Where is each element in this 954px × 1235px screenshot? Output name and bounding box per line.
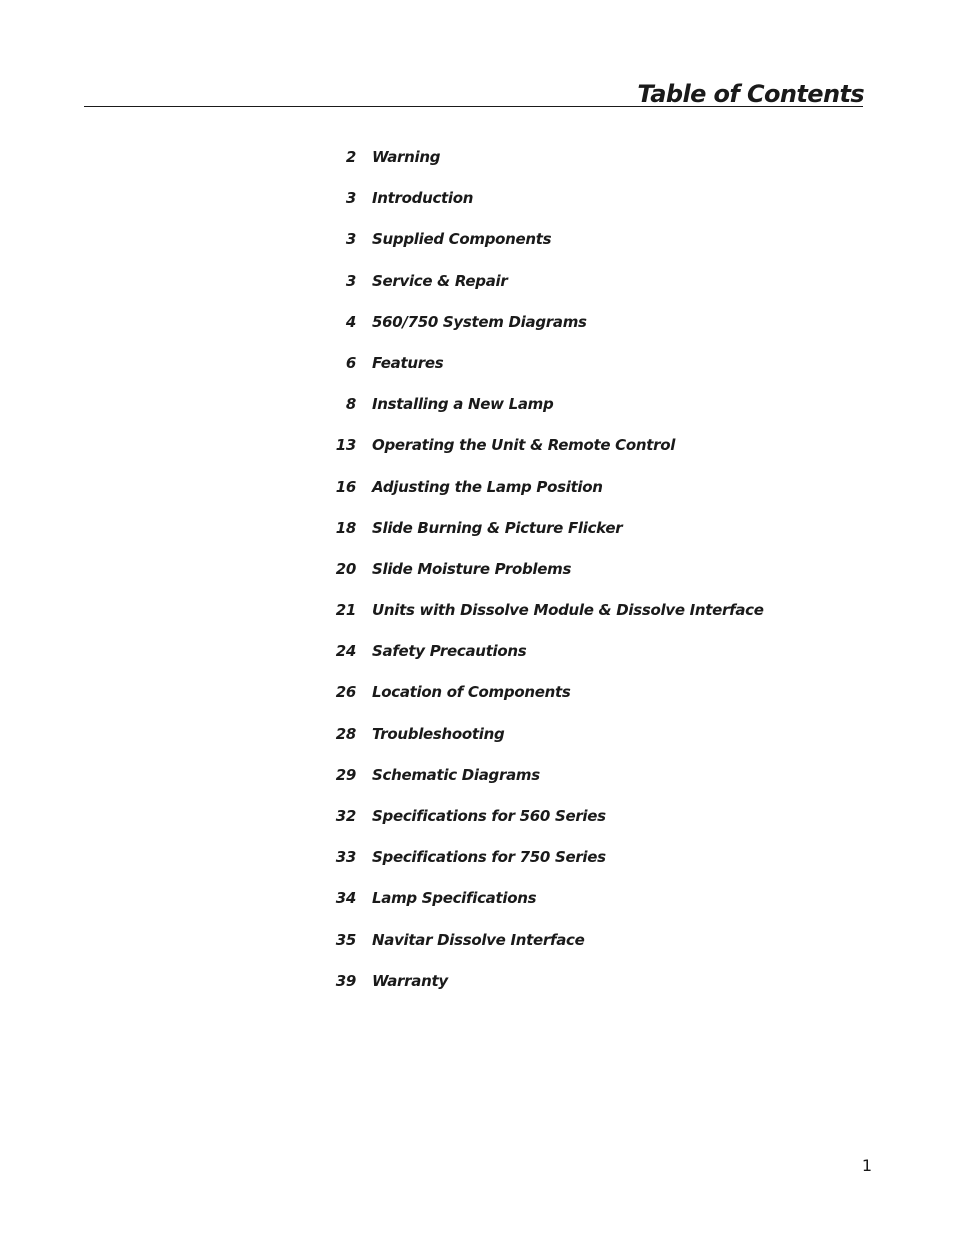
toc-entry-slide-moisture[interactable]	[0, 556, 954, 597]
toc-entry-label: Lamp Specifications	[372, 889, 537, 908]
toc-page-number: 3	[345, 271, 356, 290]
toc-page-number: 29	[335, 765, 356, 784]
toc-entry-schematic-diagrams[interactable]	[0, 762, 954, 803]
page-title: Table of Contents	[637, 80, 864, 108]
toc-entry-label: Installing a New Lamp	[372, 395, 554, 414]
toc-entry-warranty[interactable]	[0, 968, 954, 1009]
toc-page-number: 20	[335, 559, 356, 578]
toc-entry-specs-560[interactable]	[0, 803, 954, 844]
toc-entry-operating-unit[interactable]	[0, 432, 954, 473]
toc-page-number: 32	[335, 807, 356, 825]
toc-entry-dissolve-interface[interactable]	[0, 927, 954, 968]
toc-page-number: 21	[335, 601, 356, 620]
toc-entry-label: Service & Repair	[372, 271, 508, 290]
toc-entry-label: Navitar Dissolve Interface	[372, 930, 585, 949]
toc-entry-label: Schematic Diagrams	[372, 765, 540, 784]
toc-entry-lamp-specifications[interactable]	[0, 885, 954, 926]
toc-entry-slide-burning[interactable]	[0, 515, 954, 556]
toc-page-number: 26	[335, 683, 356, 702]
page-number: 1	[861, 1156, 872, 1175]
toc-entry-features[interactable]	[0, 350, 954, 391]
toc-entry-label: Adjusting the Lamp Position	[372, 477, 603, 496]
toc-entry-adjusting-lamp[interactable]	[0, 474, 954, 515]
toc-entry-system-diagrams[interactable]	[0, 309, 954, 350]
toc-entry-safety-precautions[interactable]	[0, 638, 954, 679]
toc-page-number: 24	[335, 642, 356, 661]
title-rule	[84, 106, 863, 107]
toc-page-number: 34	[335, 889, 356, 908]
toc-entry-specs-750[interactable]	[0, 844, 954, 885]
toc-entry-label: Warranty	[372, 971, 448, 990]
toc-entry-label: Units with Dissolve Module & Dissolve Interface	[372, 601, 764, 620]
toc-entry-label: Location of Components	[372, 683, 571, 702]
toc-entry-label: Supplied Components	[372, 230, 552, 249]
toc-entry-label: Slide Moisture Problems	[372, 559, 572, 578]
toc-entry-label: Operating the Unit & Remote Control	[372, 436, 676, 455]
toc-page-number: 16	[335, 477, 356, 496]
toc-entry-label: Warning	[372, 148, 441, 166]
toc-entry-label: Slide Burning & Picture Flicker	[372, 518, 623, 537]
toc-entry-label: Specifications for 560 Series	[372, 807, 606, 825]
toc-entry-service-repair[interactable]	[0, 268, 954, 309]
toc-entry-label: Troubleshooting	[372, 724, 505, 743]
toc-entry-label: Introduction	[372, 189, 474, 208]
toc-entry-supplied-components[interactable]	[0, 226, 954, 267]
toc-entry-location-components[interactable]	[0, 679, 954, 720]
toc-page-number: 2	[345, 148, 356, 166]
toc-list	[0, 144, 954, 1009]
toc-page-number: 35	[335, 930, 356, 949]
toc-page-number: 18	[335, 518, 356, 537]
toc-entry-label: 560/750 System Diagrams	[372, 312, 587, 331]
toc-entry-dissolve-module[interactable]	[0, 597, 954, 638]
toc-page-number: 3	[345, 230, 356, 249]
toc-page-number: 4	[345, 312, 356, 331]
toc-page-number: 33	[335, 848, 356, 867]
toc-page-number: 39	[335, 971, 356, 990]
toc-page-number: 13	[335, 436, 356, 455]
toc-entry-label: Features	[372, 353, 444, 372]
toc-entry-installing-lamp[interactable]	[0, 391, 954, 432]
toc-entry-introduction[interactable]	[0, 185, 954, 226]
toc-page-number: 28	[335, 724, 356, 743]
toc-entry-label: Safety Precautions	[372, 642, 527, 661]
toc-page-number: 3	[345, 189, 356, 208]
toc-page-number: 8	[345, 395, 356, 414]
toc-entry-troubleshooting[interactable]	[0, 721, 954, 762]
toc-page-number: 6	[345, 353, 356, 372]
toc-entry-warning[interactable]	[0, 144, 954, 185]
toc-entry-label: Specifications for 750 Series	[372, 848, 606, 867]
